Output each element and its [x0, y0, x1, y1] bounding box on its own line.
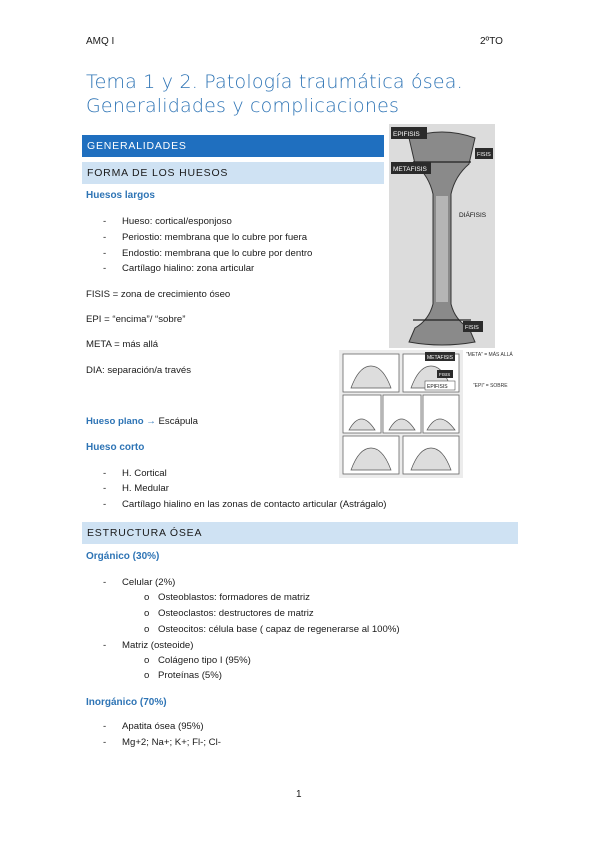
types-label-fisis: FISIS	[439, 372, 451, 377]
list-item: - Hueso: cortical/esponjoso	[103, 216, 232, 227]
list-item: - Cartílago hialino en las zonas de contacto articular (Astrágalo)	[103, 499, 387, 510]
list-item: - Matriz (osteoide)	[103, 640, 194, 651]
list-item: - Apatita ósea (95%)	[103, 721, 204, 732]
huesos-largos-heading: Huesos largos	[86, 190, 155, 201]
list-item: o Proteínas (5%)	[144, 670, 222, 681]
section-forma: FORMA DE LOS HUESOS	[82, 162, 384, 184]
note-meta: “META” = MÁS ALLÁ	[466, 352, 513, 358]
list-item: o Osteoblastos: formadores de matriz	[144, 592, 310, 603]
arrow-right-icon: →	[146, 416, 156, 427]
definition-meta: META = más allá	[86, 339, 159, 350]
page-number: 1	[296, 789, 302, 800]
definition-fisis: FISIS = zona de crecimiento óseo	[86, 289, 231, 300]
label-fisis-top: FISIS	[477, 152, 491, 158]
list-item: - Periostio: membrana que lo cubre por fuera	[103, 232, 308, 243]
label-fisis-bottom: FISIS	[465, 325, 479, 331]
list-item: o Osteoclastos: destructores de matriz	[144, 608, 314, 619]
label-metafisis: METAFISIS	[393, 166, 427, 173]
header-left: AMQ I	[86, 36, 115, 47]
label-diafisis: DIÁFISIS	[459, 212, 487, 219]
header-right: 2ºTO	[480, 36, 503, 47]
section-estructura: ESTRUCTURA ÓSEA	[82, 522, 518, 544]
organico-heading: Orgánico (30%)	[86, 551, 160, 562]
list-item: - Cartílago hialino: zona articular	[103, 263, 255, 274]
label-epifisis: EPIFISIS	[393, 131, 420, 138]
bone-types-image	[339, 350, 463, 478]
list-item: o Osteocitos: célula base ( capaz de regenerarse al 100%)	[144, 624, 400, 635]
hueso-plano-line: Hueso plano → Escápula	[86, 416, 198, 427]
bone-types-drawing	[339, 350, 463, 478]
list-item: - Endostio: membrana que lo cubre por dentro	[103, 248, 313, 259]
list-item: - Mg+2; Na+; K+; Fl-; Cl-	[103, 737, 221, 748]
section-generalidades: GENERALIDADES	[82, 135, 384, 157]
bone-drawing	[389, 124, 495, 348]
note-epi: “EPI” = SOBRE	[473, 383, 508, 389]
types-label-epifisis: EPIFISIS	[427, 384, 448, 390]
long-bone-image	[389, 124, 495, 348]
inorganico-heading: Inorgánico (70%)	[86, 697, 167, 708]
hueso-corto-heading: Hueso corto	[86, 442, 145, 453]
definition-dia: DIA: separación/a través	[86, 365, 192, 376]
list-item: o Colágeno tipo I (95%)	[144, 655, 251, 666]
list-item: - Celular (2%)	[103, 577, 176, 588]
list-item: - H. Cortical	[103, 468, 167, 479]
list-item: - H. Medular	[103, 483, 169, 494]
types-label-metafisis: METAFISIS	[427, 355, 454, 361]
page-title: Tema 1 y 2. Patología traumática ósea. Generalidades y complicaciones	[86, 71, 463, 117]
definition-epi: EPI = “encima”/ “sobre”	[86, 314, 186, 325]
